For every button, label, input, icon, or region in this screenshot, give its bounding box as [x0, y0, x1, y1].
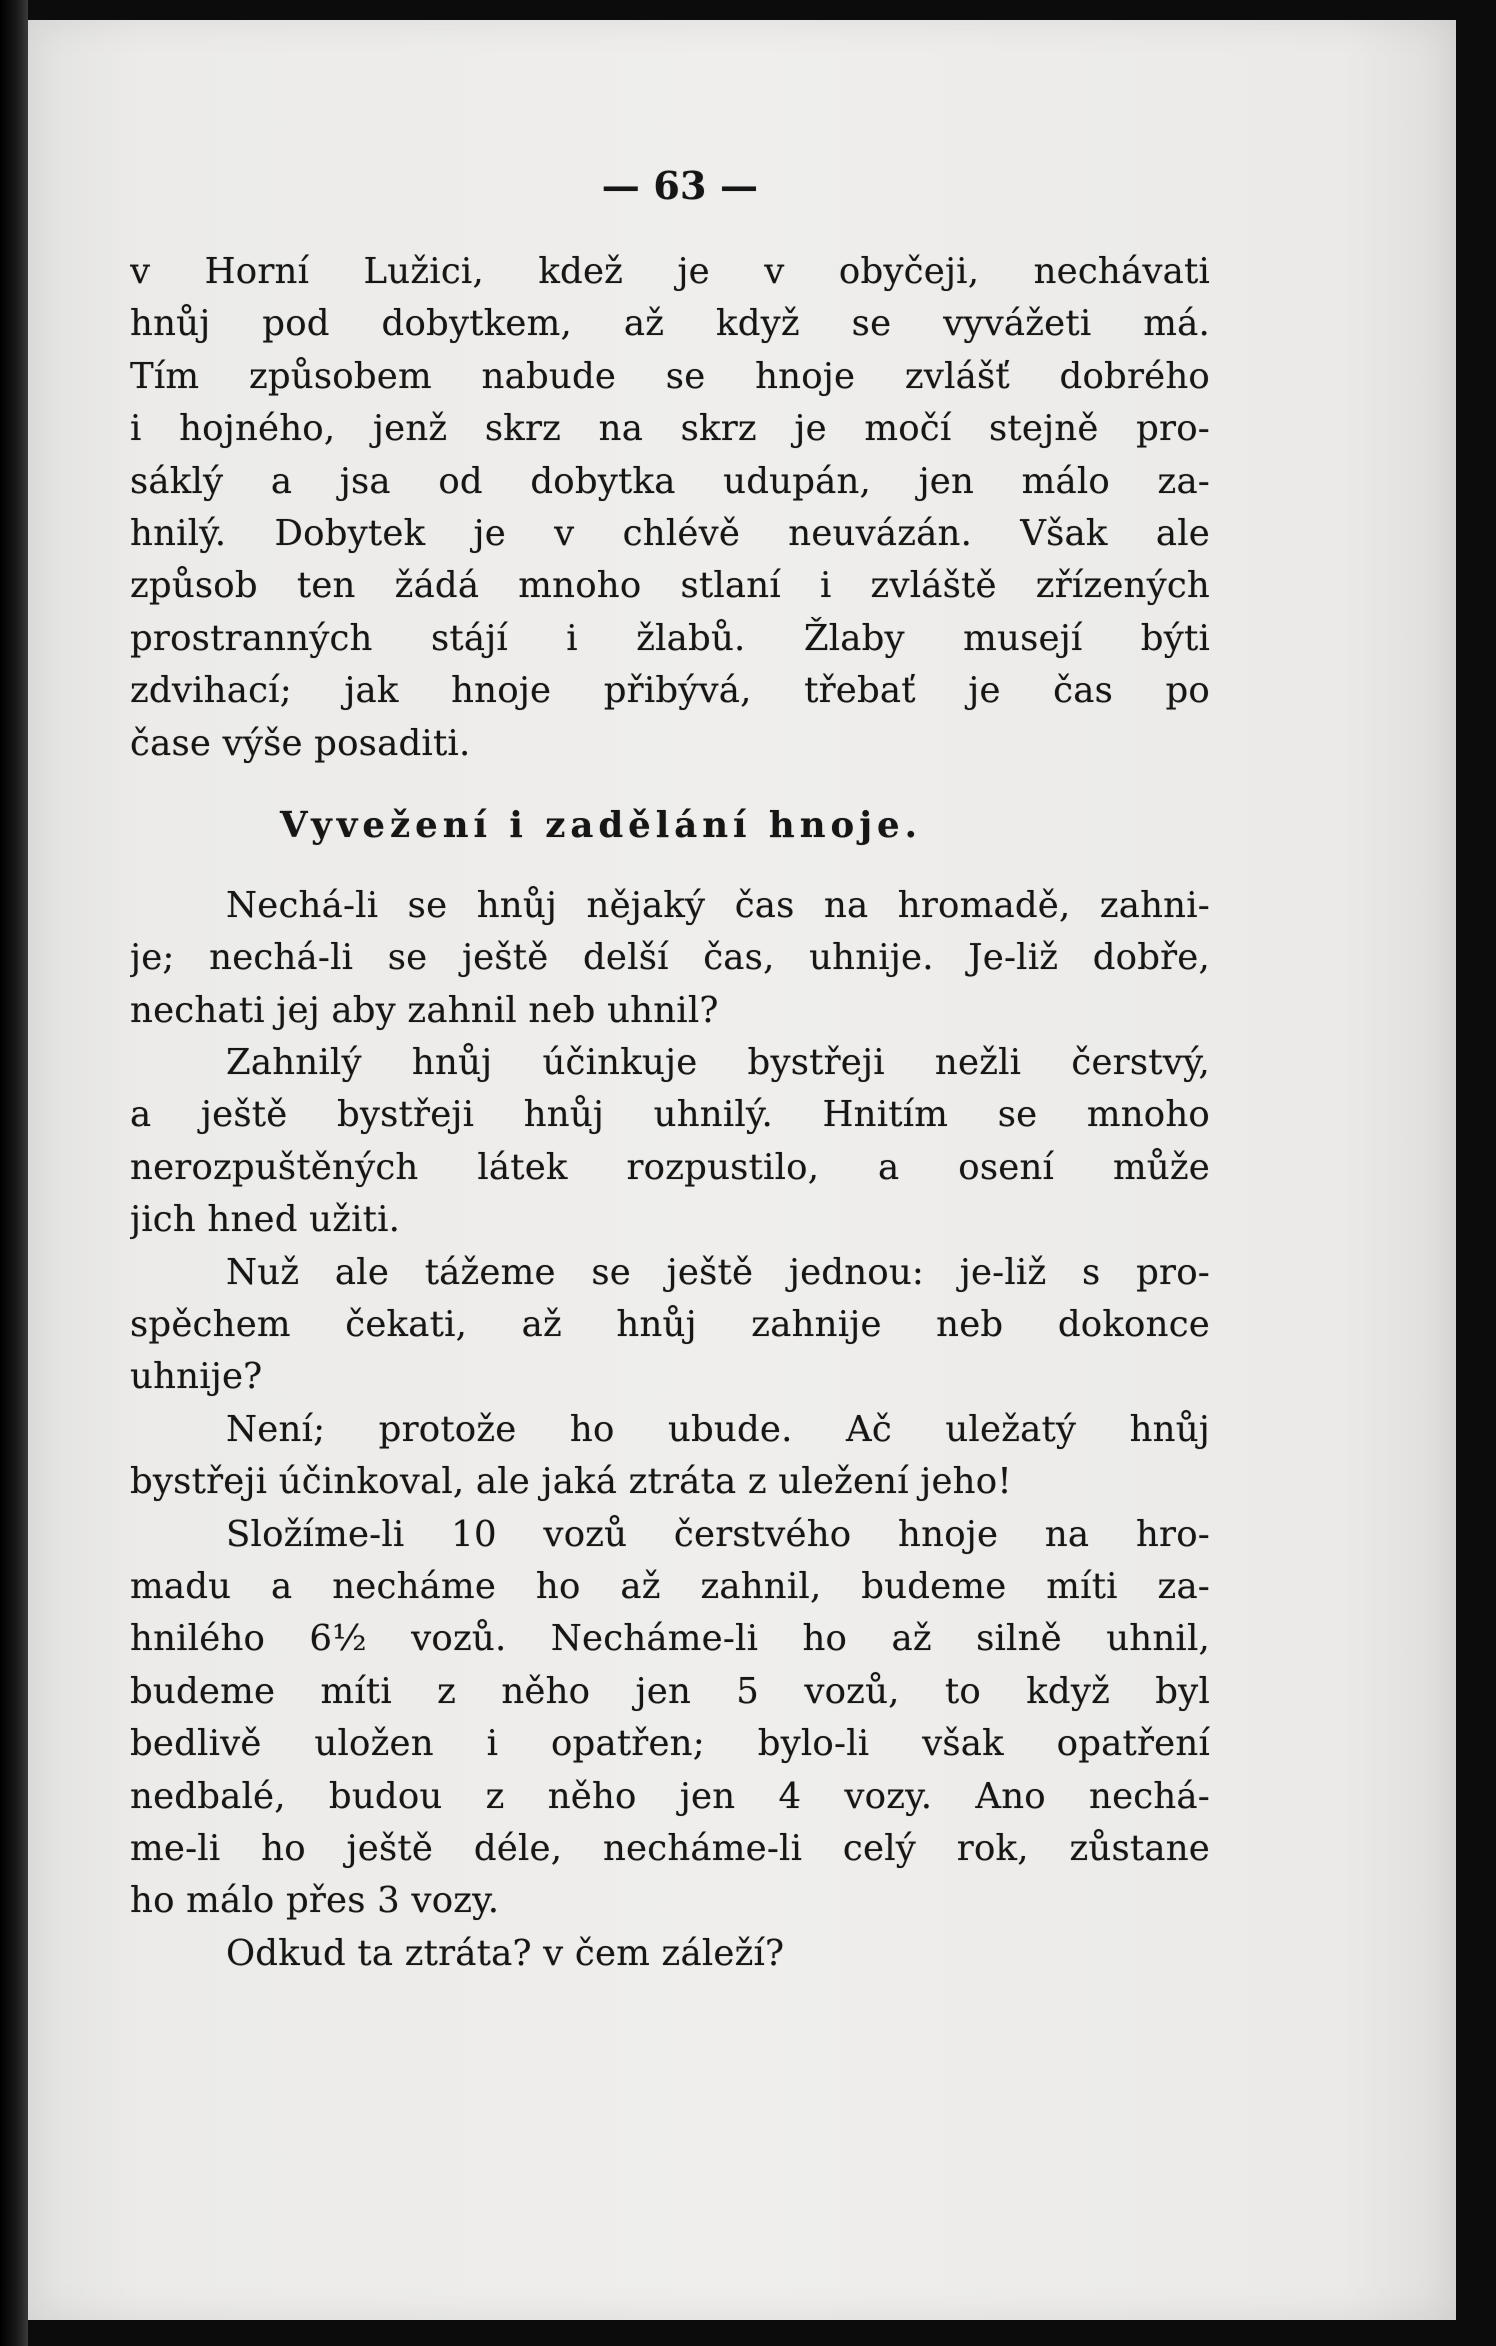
paragraph: [130, 1037, 1210, 1247]
text-line: budeme míti z něho jen 5 vozů, to když byl: [130, 1670, 1210, 1712]
text-line: hnilého 6½ vozů. Necháme-li ho až silně uhnil,: [130, 1618, 1210, 1660]
text-line: madu a necháme ho až zahnil, budeme míti za-: [130, 1565, 1210, 1607]
text-line: Zahnilý hnůj účinkuje bystřeji nežli čerstvý,: [226, 1042, 1210, 1084]
text-line: jich hned užiti.: [130, 1199, 401, 1241]
paragraph: [130, 880, 1210, 1037]
text-line: Není; protože ho ubude. Ač uležatý hnůj: [226, 1408, 1210, 1450]
text-line: zdvihací; jak hnoje přibývá, třebať je čas po: [130, 670, 1210, 712]
text-line: nedbalé, budou z něho jen 4 vozy. Ano nechá-: [130, 1775, 1210, 1817]
text-line: v Horní Lužici, kdež je v obyčeji, nechávati: [130, 251, 1210, 292]
text-line: prostranných stájí i žlabů. Žlaby musejí býti: [130, 617, 1210, 659]
text-line: spěchem čekati, až hnůj zahnije neb dokonce: [130, 1304, 1210, 1346]
text-line: Nuž ale tážeme se ještě jednou: je-liž s pro-: [226, 1251, 1210, 1293]
text-line: hnůj pod dobytkem, až když se vyvážeti má.: [130, 303, 1210, 345]
text-line: je; nechá-li se ještě delší čas, uhnije. Je-liž dobře,: [130, 937, 1210, 979]
text-line: sáklý a jsa od dobytka udupán, jen málo za-: [130, 460, 1210, 502]
text-line: způsob ten žádá mnoho stlaní i zvláště zřízených: [130, 565, 1210, 607]
text-line: bystřeji účinkoval, ale jaká ztráta z uležení jeho!: [130, 1461, 1012, 1503]
paragraph: [130, 246, 1210, 770]
paragraph: [130, 1928, 1210, 1980]
text-line: Nechá-li se hnůj nějaký čas na hromadě, zahni-: [226, 884, 1210, 926]
text-line: i hojného, jenž skrz na skrz je močí stejně pro-: [130, 408, 1210, 450]
section-heading: Vyvežení i zadělání hnoje.: [280, 804, 922, 846]
text-line: uhnije?: [130, 1356, 263, 1398]
text-line: čase výše posaditi.: [130, 722, 471, 764]
text-line: Složíme-li 10 vozů čerstvého hnoje na hro-: [226, 1513, 1210, 1555]
paragraph: [130, 1404, 1210, 1509]
text-line: Tím způsobem nabude se hnoje zvlášť dobrého: [130, 355, 1210, 397]
text-line: hnilý. Dobytek je v chlévě neuvázán. Však ale: [130, 512, 1210, 554]
page-number: — 63 —: [601, 163, 759, 208]
text-line: ho málo přes 3 vozy.: [130, 1880, 500, 1922]
paragraph: [130, 1509, 1210, 1928]
text-line: a ještě bystřeji hnůj uhnilý. Hnitím se mnoho: [130, 1094, 1210, 1136]
text-line: Odkud ta ztráta? v čem záleží?: [226, 1932, 785, 1974]
book-binding-edge: [0, 0, 28, 2346]
page-text: [130, 160, 1210, 1980]
text-line: me-li ho ještě déle, necháme-li celý rok, zůstane: [130, 1827, 1210, 1869]
paragraph: [130, 1247, 1210, 1404]
text-line: bedlivě uložen i opatřen; bylo-li však opatření: [130, 1723, 1210, 1765]
text-line: nerozpuštěných látek rozpustilo, a osení může: [130, 1146, 1210, 1188]
text-line: nechati jej aby zahnil neb uhnil?: [130, 989, 719, 1031]
